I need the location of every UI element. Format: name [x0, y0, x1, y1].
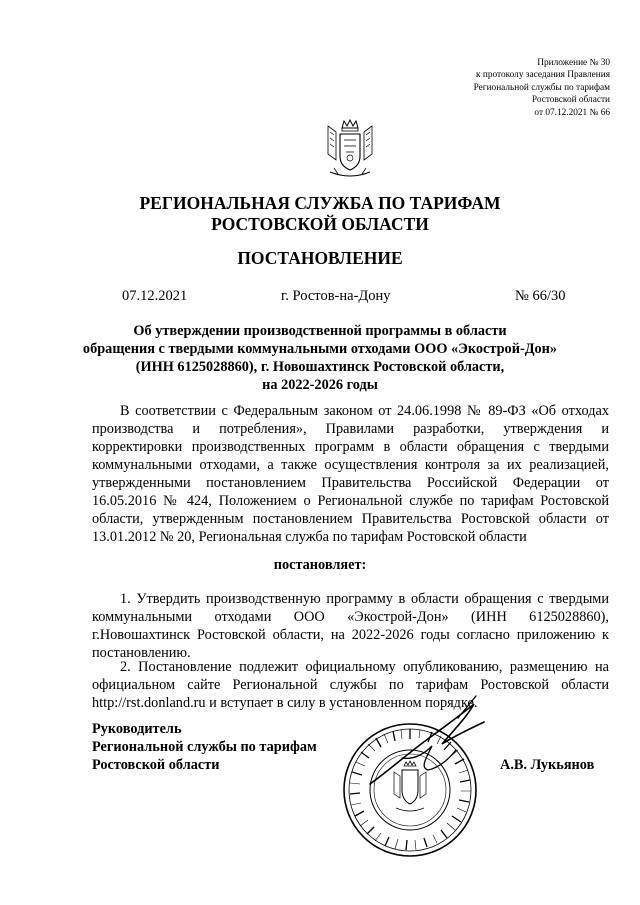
- subject-line: Об утверждении производственной программы в области: [133, 323, 507, 339]
- appendix-line: Ростовской области: [531, 95, 610, 106]
- appendix-line: Региональной службы по тарифам: [473, 82, 610, 93]
- handwritten-signature-icon: [362, 688, 492, 798]
- document-subject: [60, 322, 580, 394]
- subject-line: (ИНН 6125028860), г. Новошахтинск Ростовской области,: [135, 359, 505, 375]
- document-date: 07.12.2021: [122, 288, 188, 304]
- organization-line: РЕГИОНАЛЬНАЯ СЛУЖБА ПО ТАРИФАМ: [139, 193, 501, 213]
- organization-line: РОСТОВСКОЙ ОБЛАСТИ: [211, 214, 429, 234]
- signatory-title-line: Руководитель: [92, 721, 182, 737]
- document-place: г. Ростов-на-Дону: [281, 288, 391, 304]
- signatory-name: А.В. Лукьянов: [500, 757, 595, 773]
- organization-name: [0, 193, 640, 235]
- coat-of-arms-icon: [322, 118, 378, 180]
- decision-item-1: 1. Утвердить производственную программу в области обращения с твердыми коммунальными отходами ООО «Экострой-Дон» (ИНН 6125028860), г.Новошахтинск Ростовской области, на 2022-2026 годы согласно приложению к постановлению.: [92, 591, 609, 661]
- document-number: № 66/30: [515, 288, 566, 304]
- decrees-heading: постановляет:: [273, 557, 367, 573]
- signatory-title-line: Ростовской области: [92, 757, 220, 773]
- subject-line: обращения с твердыми коммунальными отходами ООО «Экострой-Дон»: [82, 341, 558, 357]
- appendix-note: [390, 57, 610, 119]
- appendix-line: к протоколу заседания Правления: [476, 70, 610, 81]
- document-type: ПОСТАНОВЛЕНИЕ: [237, 248, 403, 268]
- appendix-line: от 07.12.2021 № 66: [534, 107, 610, 118]
- subject-line: на 2022-2026 годы: [262, 377, 378, 393]
- preamble-paragraph: В соответствии с Федеральным законом от 24.06.1998 № 89-ФЗ «Об отходах производства и потребления», Правилами разработки, утверждения и корректировки производственных программ в области обращения с твердыми коммунальными отходами, а также осуществления контроля за их реализацией, утвержденными постановлением Правительства Российской Федерации от 16.05.2016 № 424, Положением о Региональной службе по тарифам Ростовской области, утвержденным постановлением Правительства Ростовской области от 13.01.2012 № 20, Региональная служба по тарифам Ростовской области: [92, 403, 609, 545]
- appendix-line: Приложение № 30: [537, 58, 610, 68]
- signatory-title-line: Региональной службы по тарифам: [92, 739, 317, 755]
- decision-item-2: 2. Постановление подлежит официальному опубликованию, размещению на официальном сайте Региональной службы по тарифам Ростовской области http://rst.donland.ru и вступает в силу в установленном порядке.: [92, 659, 609, 711]
- signatory-title: [92, 720, 317, 774]
